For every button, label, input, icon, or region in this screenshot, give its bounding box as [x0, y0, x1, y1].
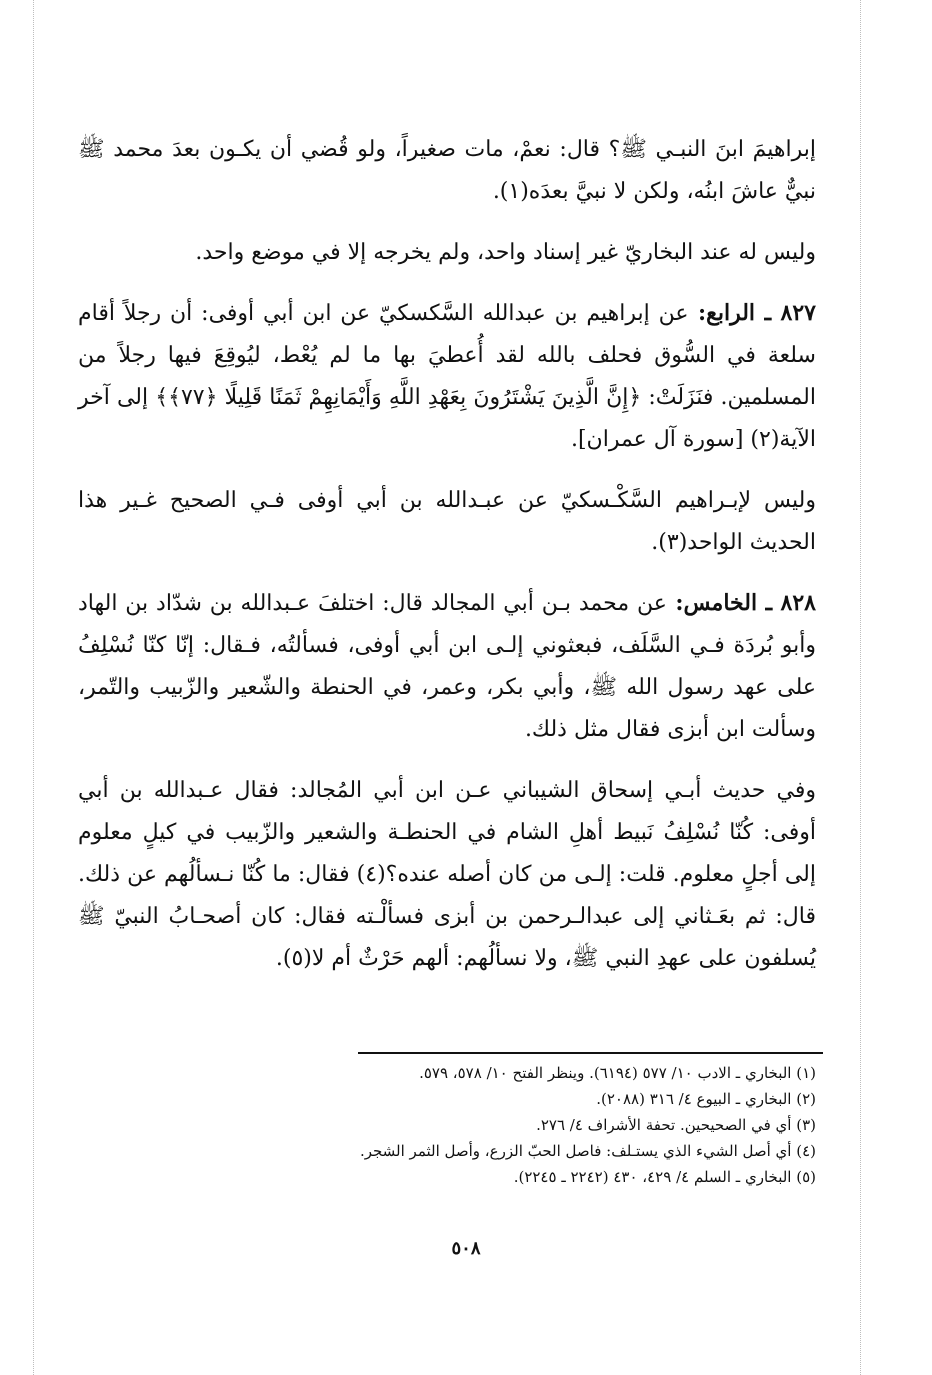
paragraph-text: وليس له عند البخاريّ غير إسناد واحد، ولم يخرجه إلا في موضع واحد. [195, 240, 816, 265]
paragraph-4 [78, 479, 816, 564]
paragraph-827 [78, 292, 816, 461]
paragraph-2 [78, 231, 816, 274]
page-body [78, 128, 816, 998]
paragraph-6 [78, 769, 816, 980]
margin-guide-left [33, 0, 34, 1375]
paragraph-text: وليس لإبـراهيم السَّكْـسكيّ عن عبـدالله بن أبي أوفى فـي الصحيح غـير هذا الحديث الواحد(٣). [78, 488, 816, 555]
footnote-5: (٥) البخاري ـ السلم ٤/ ٤٢٩، ٤٣٠ (٢٢٤٢ ـ ٢٢٤٥). [513, 1168, 816, 1186]
page-number: ٥٠٨ [451, 1238, 481, 1259]
hadith-number-827: ٨٢٧ ـ الرابع: [688, 300, 816, 326]
margin-guide-right [860, 0, 861, 1375]
paragraph-text: وفي حديث أبـي إسحاق الشيباني عـن ابن أبي المُجالد: فقال عـبدالله بن أبي أوفى: كُنّا نُسْلِفُ نَبيط أهلِ الشام في الحنطـة والشعير والزّبيب في كيلٍ معلوم إلى أجلٍ معلوم. قلت: إلـى من كان أصله عنده؟(٤) فقال: ما كُنّا نـسألُهم عن ذلك. قال: ثم بعَـثاني إلى عبدالـرحمن بن أبزى فسألْـته فقال: كان أصحـابُ النبيّ ﷺ يُسلفون على عهدِ النبي ﷺ، ولا نسألُهم: ألهم حَرْثٌ أم لا(٥). [78, 778, 816, 971]
footnote-divider [358, 1052, 823, 1054]
footnotes [78, 1060, 816, 1190]
footnote-4: (٤) أي أصل الشيء الذي يستـلف: فاصل الحبّ الزرع، وأصل الثمر الشجر. [359, 1142, 816, 1160]
paragraph-1 [78, 128, 816, 213]
paragraph-text: عن إبراهيم بن عبدالله السَّكسكيّ عن ابن أبي أوفى: أن رجلاً أقام سلعة في السُّوق فحلف بالله لقد أُعطيَ بها ما لم يُعْط، ليُوقِعَ فيها رجلاً من المسلمين. فنَزَلَتْ: ﴿إِنَّ الَّذِينَ يَشْتَرُونَ بِعَهْدِ اللَّهِ وَأَيْمَانِهِمْ ثَمَنًا قَلِيلًا ﴿٧٧﴾﴾ إلى آخر الآية(٢) [سورة آل عمران]. [78, 301, 816, 452]
footnote-1: (١) البخاري ـ الادب ١٠/ ٥٧٧ (٦١٩٤). وينظر الفتح ١٠/ ٥٧٨، ٥٧٩. [419, 1064, 816, 1082]
paragraph-text: عن محمد بـن أبي المجالد قال: اختلفَ عـبدالله بن شدّاد بن الهاد وأبو بُردَة فـي السَّلَف، فبعثوني إلـى ابن أبي أوفى، فسألتُه، فـقال: إنّا كنّا نُسْلِفُ على عهد رسول الله ﷺ، وأبي بكر، وعمر، في الحنطة والشّعير والزّبيب والتّمر، وسألت ابن أبزى فقال مثل ذلك. [78, 591, 816, 742]
paragraph-text: إبراهيمَ ابنَ النبـي ﷺ؟ قال: نعمْ، مات صغيراً، ولو قُضي أن يكـون بعدَ محمد ﷺ نبيٌّ عاشَ ابنُه، ولكن لا نبيَّ بعدَه(١). [78, 137, 816, 204]
footnote-3: (٣) أي في الصحيحين. تحفة الأشراف ٤/ ٢٧٦. [536, 1116, 816, 1134]
footnote-2: (٢) البخاري ـ البيوع ٤/ ٣١٦ (٢٠٨٨). [596, 1090, 816, 1108]
hadith-number-828: ٨٢٨ ـ الخامس: [666, 590, 816, 616]
paragraph-828 [78, 582, 816, 751]
